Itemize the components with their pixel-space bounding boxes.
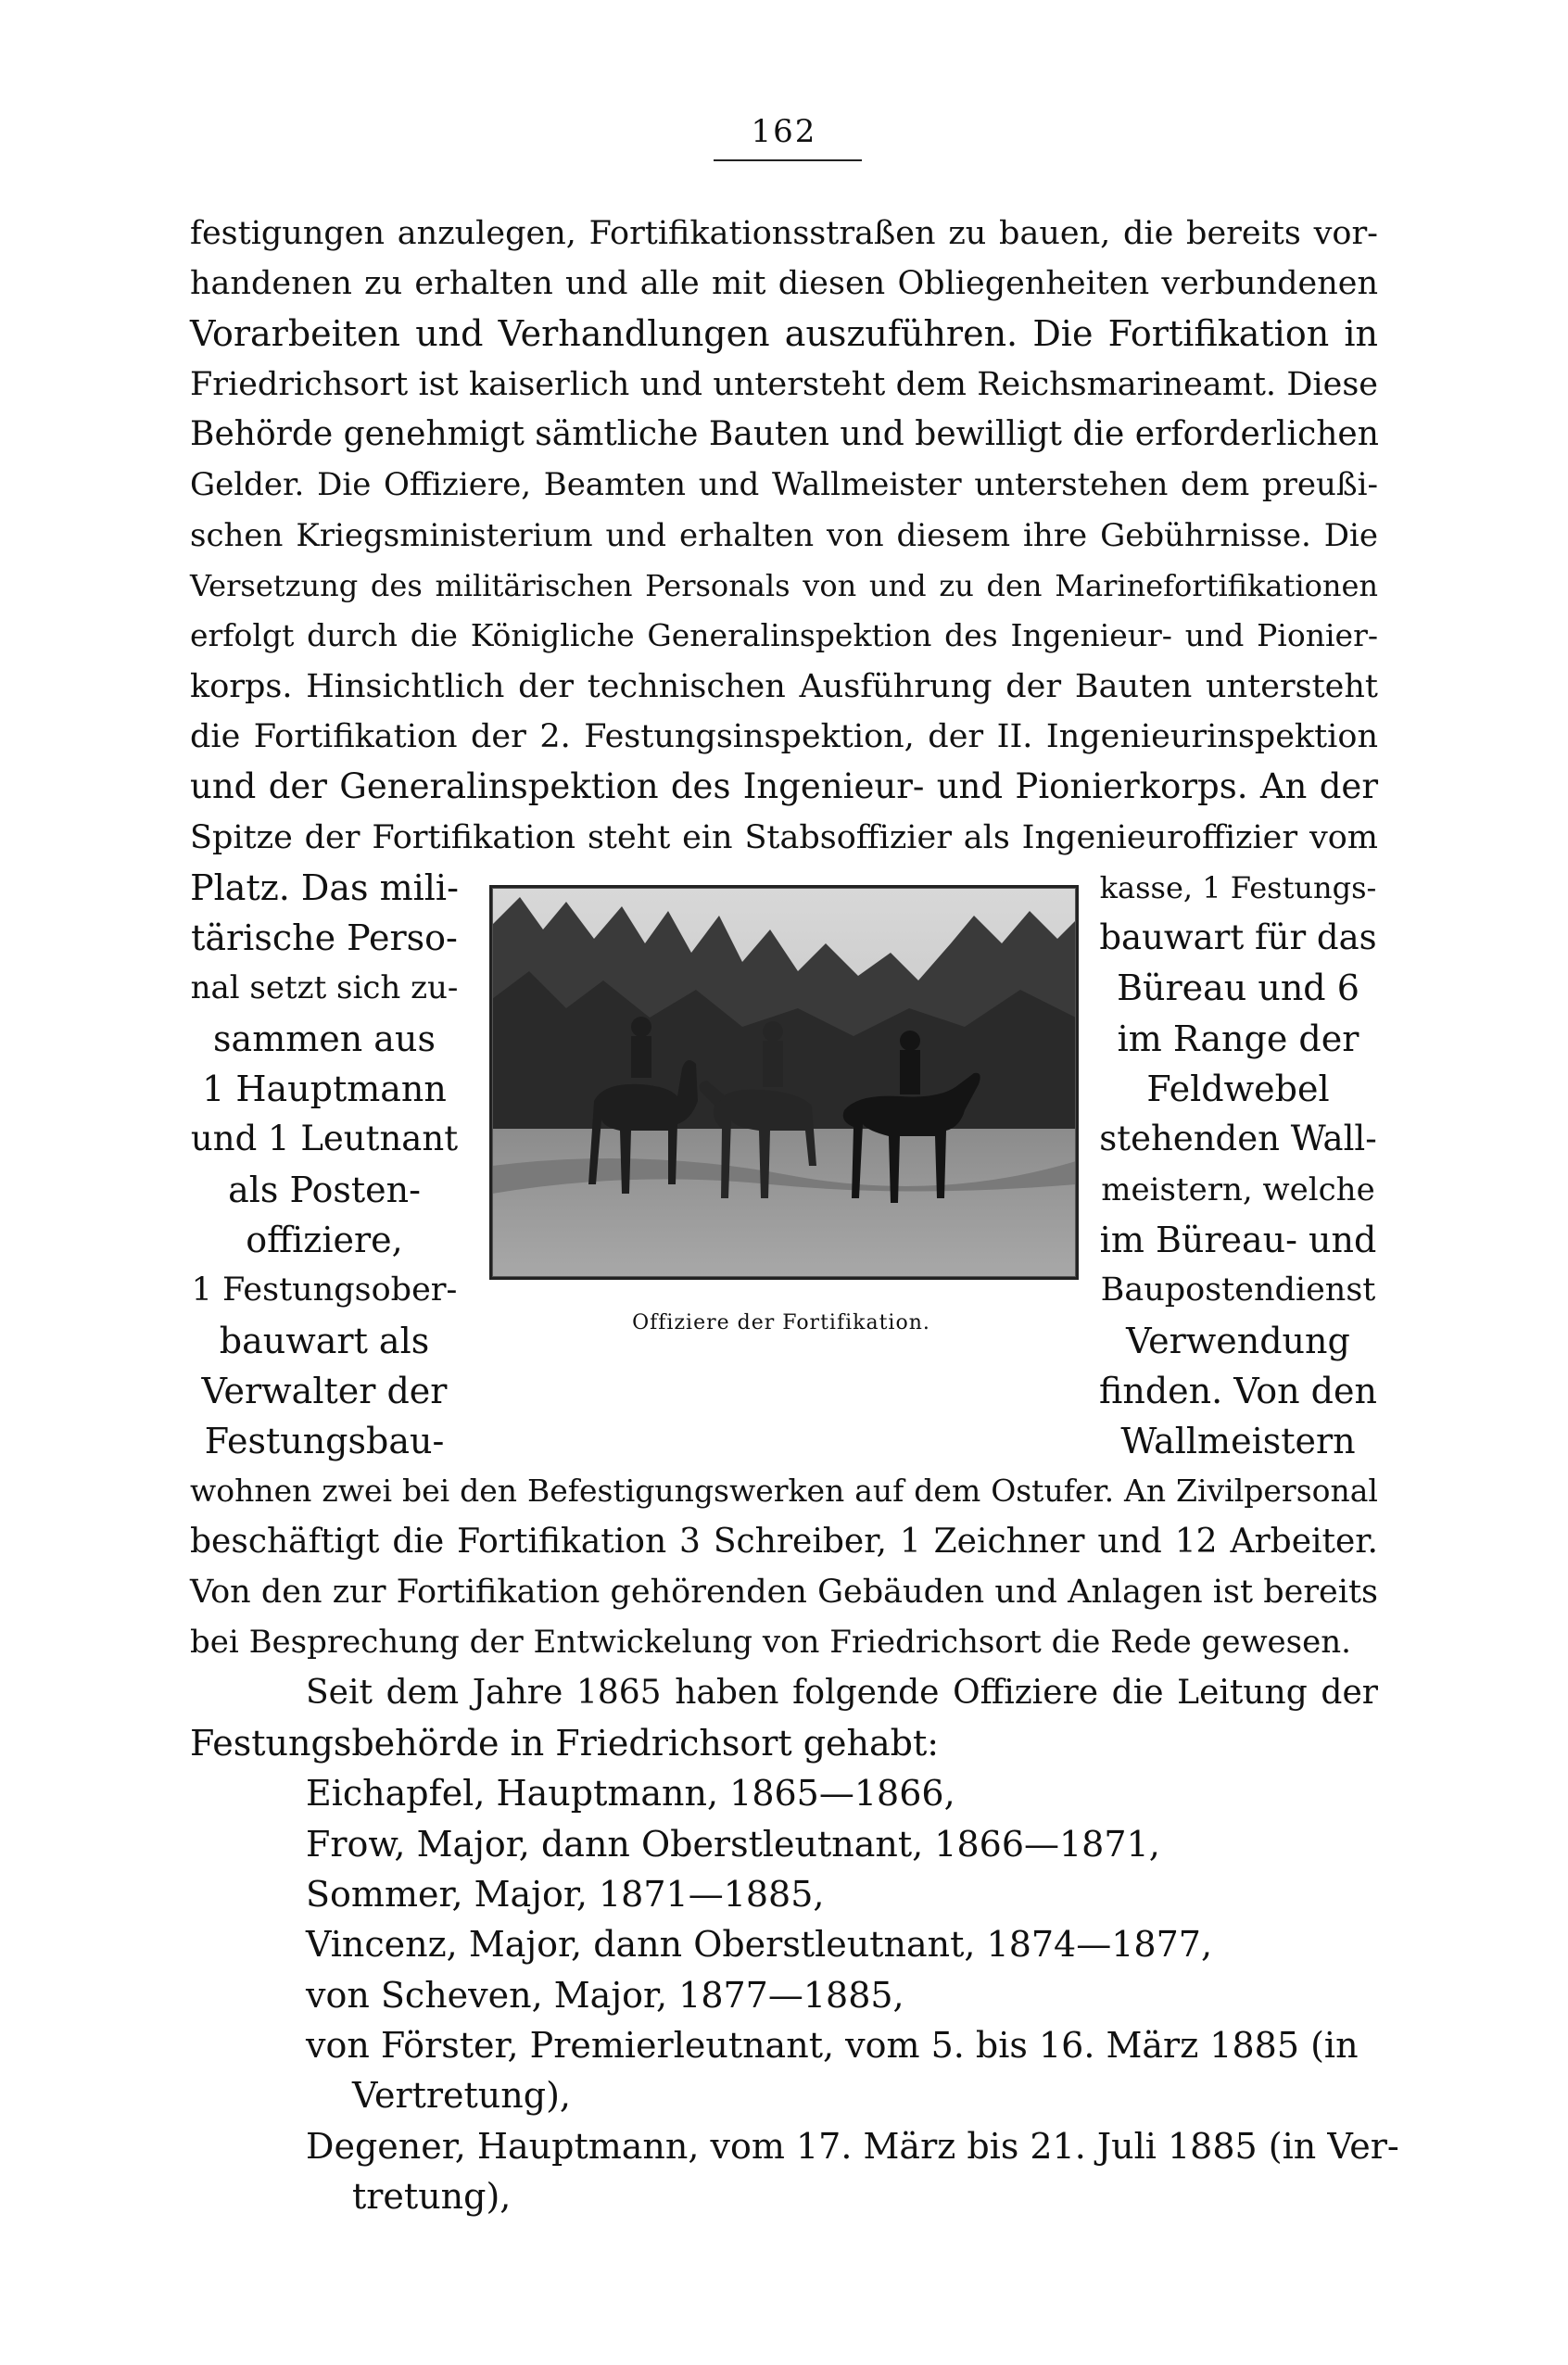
left-column-line: Festungsbau- [204,1421,445,1461]
text-line: bei Besprechung der Entwickelung von Friedrichsort die Rede gewesen. [190,1624,1351,1661]
right-column-line: im Büreau- und [1099,1220,1377,1260]
text-line: beschäftigt die Fortifikation 3 Schreiber, 1 Zeichner und 12 Arbeiter. [190,1523,1378,1561]
right-column-line: Wallmeistern [1120,1421,1356,1461]
page-number: 162 [751,113,817,150]
right-column-line: finden. Von den [1099,1371,1377,1411]
text-line: korps. Hinsichtlich der technischen Ausführung der Bauten untersteht [190,668,1378,705]
officer-entry: tretung), [352,2176,512,2217]
text-line: Behörde genehmigt sämtliche Bauten und bewilligt die erforderlichen [190,415,1379,453]
left-column-line: tärische Perso- [191,917,458,958]
text-line: die Fortifikation der 2. Festungsinspektion, der II. Ingenieurinspektion [190,718,1378,755]
text-line: Gelder. Die Offiziere, Beamten und Wallmeister unterstehen dem preußi- [190,466,1378,503]
text-line: wohnen zwei bei den Befestigungswerken auf dem Ostufer. An Zivilpersonal [190,1473,1378,1509]
text-line: erfolgt durch die Königliche Generalinspektion des Ingenieur- und Pionier- [190,617,1378,653]
right-column-line: Büreau und 6 [1117,968,1359,1008]
right-column-line: kasse, 1 Festungs- [1099,870,1377,905]
right-column-line: bauwart für das [1099,917,1377,957]
left-column-line: nal setzt sich zu- [190,969,459,1006]
officer-entry: Vincenz, Major, dann Oberstleutnant, 1874—1877, [306,1924,1213,1965]
text-line: und der Generalinspektion des Ingenieur- und Pionierkorps. An der [190,766,1378,806]
text-line: Von den zur Fortifikation gehörenden Gebäuden und Anlagen ist bereits [190,1574,1378,1611]
page-number-rule [714,159,862,161]
text-line: Friedrichsort ist kaiserlich und untersteht dem Reichsmarineamt. Diese [190,366,1378,403]
left-column-line: und 1 Leutnant [190,1119,459,1158]
left-column-line: Verwalter der [201,1371,448,1411]
right-column-line: im Range der [1117,1018,1359,1059]
officer-entry: Frow, Major, dann Oberstleutnant, 1866—1871, [306,1824,1160,1865]
officer-entry: Vertretung), [352,2075,571,2116]
left-column-line: sammen aus [213,1018,436,1059]
officer-entry: Sommer, Major, 1871—1885, [306,1874,825,1915]
text-line: Spitze der Fortifikation steht ein Stabsoffizier als Ingenieuroffizier vom [190,819,1378,856]
photo-caption: Offiziere der Fortifikation. [632,1311,930,1334]
text-line: festigungen anzulegen, Fortifikationsstraßen zu bauen, die bereits vor- [190,215,1378,252]
right-column-line: Baupostendienst [1100,1271,1376,1309]
right-column-line: Verwendung [1126,1321,1350,1361]
officer-entry: Degener, Hauptmann, vom 17. März bis 21. Juli 1885 (in Ver- [306,2126,1399,2167]
text-line: Vorarbeiten und Verhandlungen auszuführen. Die Fortifikation in [190,313,1378,354]
right-column-line: meistern, welche [1101,1171,1375,1208]
text-line: Festungsbehörde in Friedrichsort gehabt: [190,1723,940,1764]
right-column-line: Feldwebel [1146,1069,1330,1109]
text-line: handenen zu erhalten und alle mit diesen Obliegenheiten verbundenen [190,265,1378,302]
officer-entry: von Scheven, Major, 1877—1885, [306,1975,904,2016]
photo-illustration [492,888,1076,1277]
officer-entry: von Förster, Premierleutnant, vom 5. bis 16. März 1885 (in [306,2025,1359,2066]
text-line: schen Kriegsministerium und erhalten von diesem ihre Gebührnisse. Die [190,517,1378,554]
left-column-line: offiziere, [246,1220,403,1260]
left-column-line: bauwart als [219,1321,430,1361]
left-column-line: 1 Festungsober- [191,1271,458,1309]
officer-entry: Eichapfel, Hauptmann, 1865—1866, [306,1773,955,1814]
photo-officers-on-horseback [489,885,1079,1280]
left-column-line: 1 Hauptmann [202,1069,447,1109]
right-column-line: stehenden Wall- [1099,1119,1377,1158]
left-column-line: als Posten- [228,1170,421,1210]
left-column-line: Platz. Das mili- [190,867,459,908]
text-line: Seit dem Jahre 1865 haben folgende Offiziere die Leitung der [306,1674,1378,1712]
text-line: Versetzung des militärischen Personals von und zu den Marinefortifikationen [190,568,1378,603]
